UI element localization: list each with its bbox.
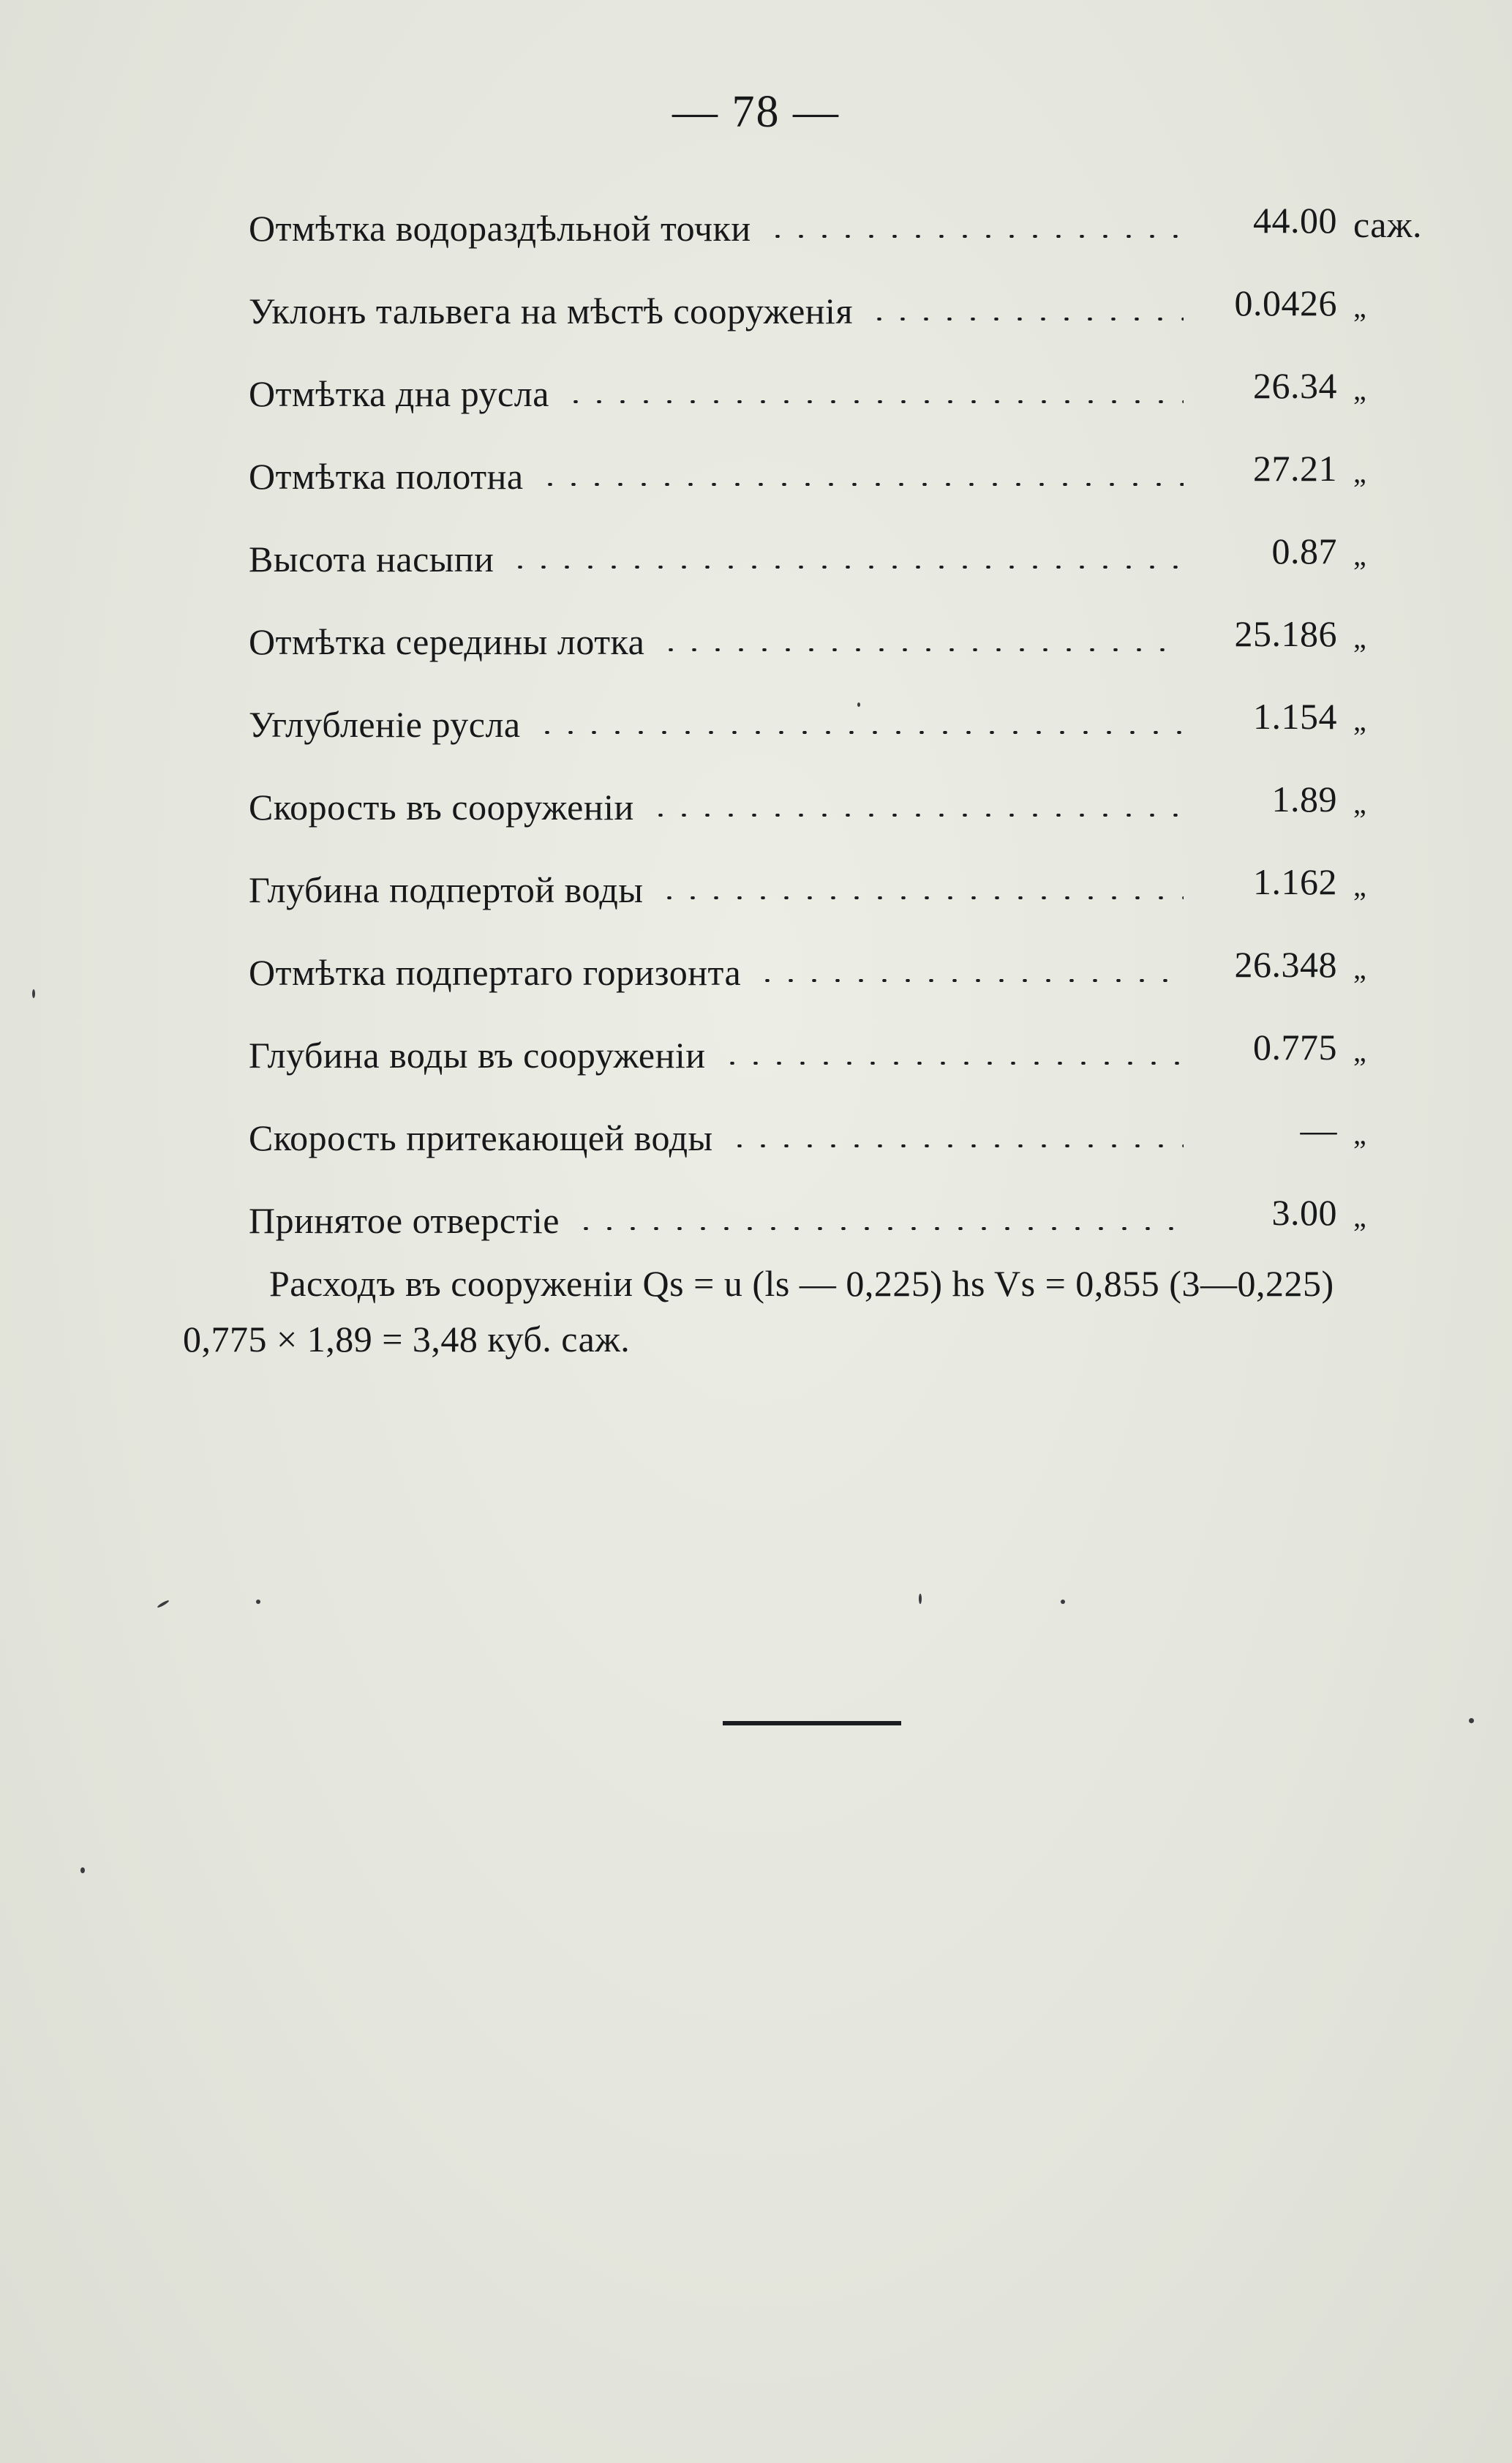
- dot-leader: [508, 566, 1184, 569]
- dot-leader: [728, 1144, 1184, 1147]
- dot-leader: [721, 1062, 1184, 1065]
- paper-speck: [32, 989, 35, 998]
- row-unit: „: [1353, 1035, 1367, 1068]
- list-item: [249, 683, 1448, 765]
- row-unit: „: [1353, 621, 1367, 654]
- row-value: 0.0426: [1234, 282, 1337, 323]
- dot-leader: [574, 1227, 1184, 1230]
- dot-leader: [868, 318, 1184, 320]
- list-item: [249, 1096, 1448, 1179]
- row-label: Уклонъ тальвега на мѣстѣ сооруженія: [249, 290, 853, 331]
- dot-leader: [658, 896, 1184, 899]
- row-unit: „: [1353, 1117, 1367, 1150]
- row-unit: „: [1353, 869, 1367, 902]
- row-unit: „: [1353, 1200, 1367, 1233]
- list-item: [249, 517, 1448, 600]
- row-unit: „: [1353, 456, 1367, 489]
- list-item: [249, 931, 1448, 1013]
- list-item: [249, 1179, 1448, 1262]
- row-label: Отмѣтка середины лотка: [249, 621, 645, 662]
- row-label: Скорость въ сооруженіи: [249, 786, 634, 828]
- row-label: Отмѣтка полотна: [249, 455, 524, 497]
- dot-leader: [649, 814, 1184, 817]
- row-unit: саж.: [1353, 203, 1423, 245]
- paper-speck: [80, 1867, 85, 1873]
- row-label: Глубина воды въ сооруженіи: [249, 1034, 706, 1076]
- row-label: Глубина подпертой воды: [249, 869, 644, 910]
- row-value: 1.162: [1253, 861, 1337, 902]
- dot-leader: [766, 235, 1184, 238]
- formula-line-2: 0,775 × 1,89 = 3,48 куб. саж.: [183, 1319, 631, 1360]
- row-label: Отмѣтка дна русла: [249, 372, 549, 414]
- row-value: 44.00: [1253, 199, 1337, 241]
- paper-speck: [1469, 1718, 1474, 1723]
- row-value: 1.89: [1271, 778, 1337, 820]
- row-label: Принятое отверстіе: [249, 1199, 560, 1241]
- paper-speck: [919, 1594, 922, 1604]
- row-unit: „: [1353, 290, 1367, 323]
- row-value: 26.348: [1234, 943, 1337, 985]
- row-value: 1.154: [1253, 695, 1337, 737]
- list-item: [249, 269, 1448, 352]
- list-item: [249, 187, 1448, 269]
- paper-speck: [1061, 1600, 1065, 1604]
- row-unit: „: [1353, 787, 1367, 820]
- row-value: —: [1300, 1109, 1337, 1150]
- dot-leader: [538, 483, 1184, 486]
- dot-leader: [756, 979, 1184, 982]
- row-label: Высота насыпи: [249, 538, 494, 580]
- list-item: [249, 600, 1448, 683]
- row-label: Отмѣтка водораздѣльной точки: [249, 207, 751, 249]
- row-label: Отмѣтка подпертаго горизонта: [249, 951, 742, 993]
- row-value: 26.34: [1253, 364, 1337, 406]
- row-value: 0.775: [1253, 1026, 1337, 1068]
- list-item: [249, 1013, 1448, 1096]
- paper-speck: [857, 702, 860, 707]
- measurement-list: [249, 187, 1448, 1262]
- row-value: 25.186: [1234, 612, 1337, 654]
- row-value: 3.00: [1271, 1191, 1337, 1233]
- row-unit: „: [1353, 952, 1367, 985]
- row-label: Углубленіе русла: [249, 703, 521, 745]
- list-item: [249, 848, 1448, 931]
- list-item: [249, 352, 1448, 435]
- list-item: [249, 765, 1448, 848]
- row-value: 27.21: [1253, 447, 1337, 489]
- closing-rule: [723, 1721, 901, 1725]
- row-unit: „: [1353, 704, 1367, 737]
- page-number: — 78 —: [672, 87, 840, 137]
- dot-leader: [659, 648, 1184, 651]
- dot-leader: [535, 731, 1184, 734]
- dot-leader: [564, 400, 1184, 403]
- row-unit: „: [1353, 373, 1367, 406]
- paper-speck: [256, 1600, 260, 1604]
- list-item: [249, 435, 1448, 517]
- row-label: Скорость притекающей воды: [249, 1117, 713, 1158]
- row-unit: „: [1353, 539, 1367, 571]
- paper-speck: [157, 1600, 170, 1608]
- discharge-formula: [183, 1256, 1456, 1367]
- row-value: 0.87: [1271, 530, 1337, 571]
- formula-line-1: Расходъ въ сооруженіи Qs = u (ls — 0,225) hs Vs = 0,855 (3—0,225): [269, 1263, 1334, 1304]
